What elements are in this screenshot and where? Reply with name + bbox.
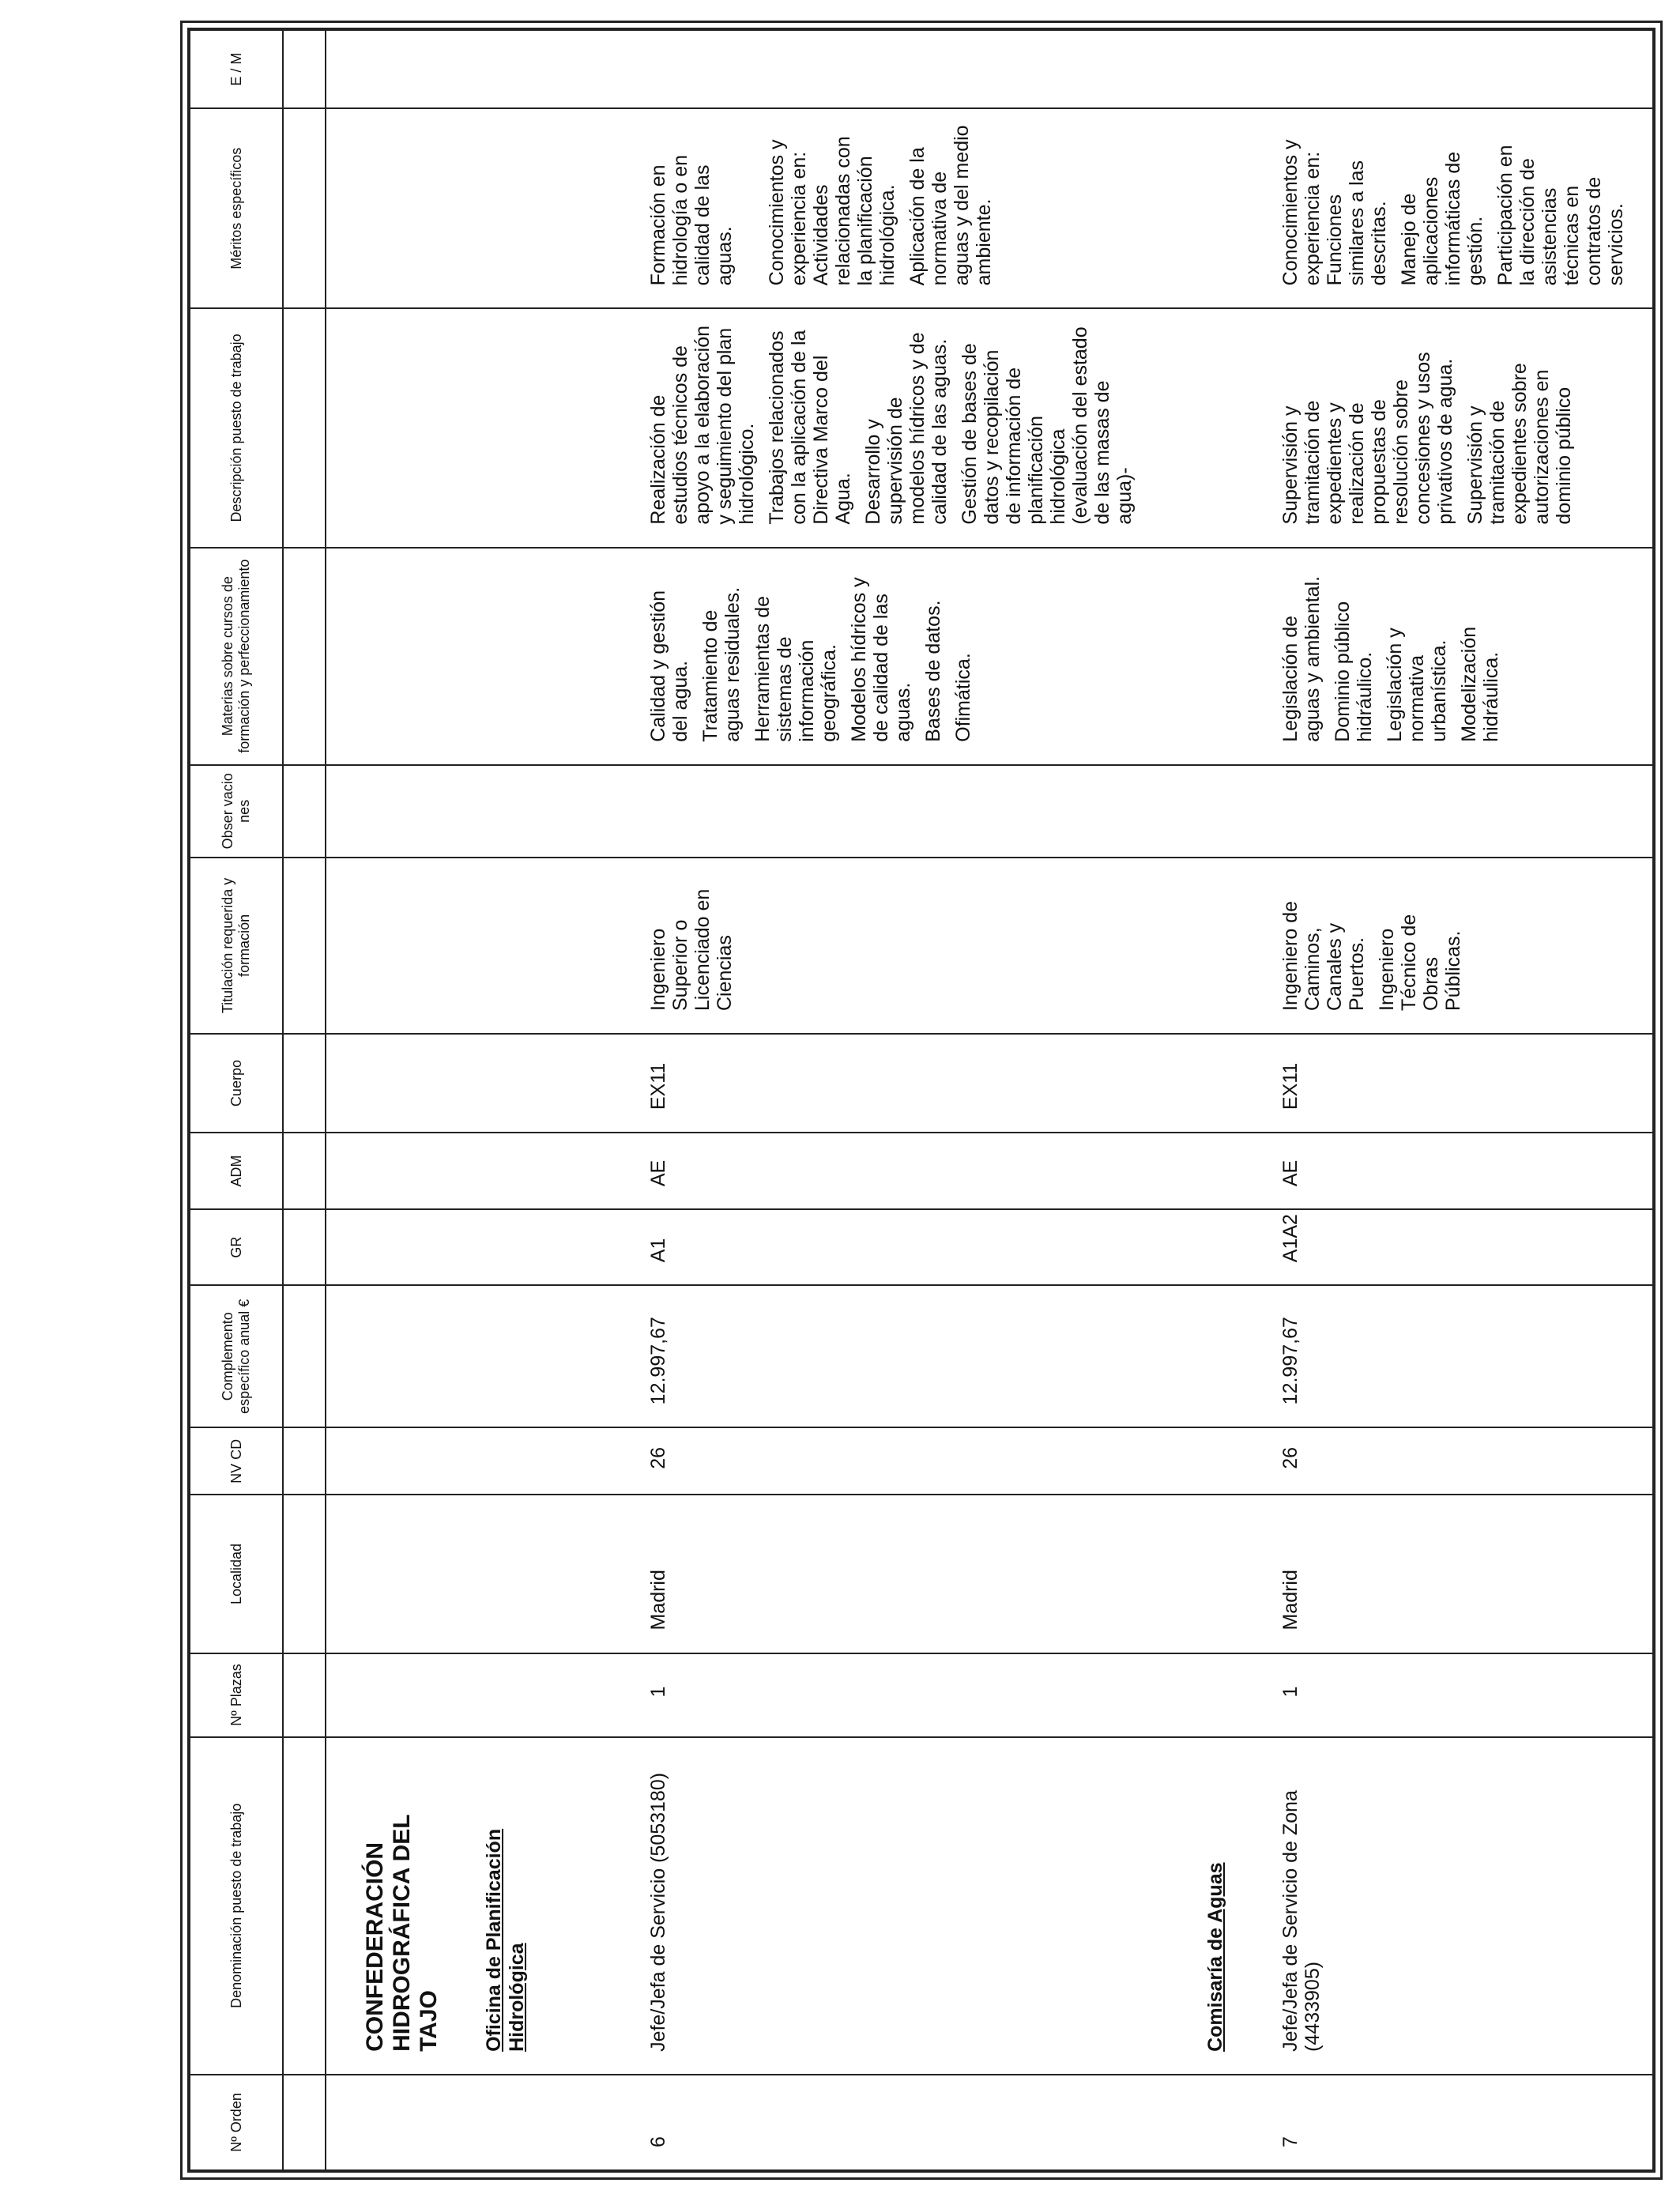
- descripcion-6: Realización de estudios técnicos de apoyo a la elaboración y seguimiento del plan hidrológico. Trabajos relacionados con la aplicación de la Directiva Marco del Agua. Desarrollo y supervisión de modelos hídricos y de calidad de las aguas. Gestión de bases de datos y recopilación de información de planificación hidrológica (evaluación del estado de las masas de agua)-: [647, 325, 1136, 525]
- header-orden: Nº Orden: [190, 2075, 283, 2170]
- header-em: E / M: [190, 30, 283, 108]
- header-localidad: Localidad: [190, 1495, 283, 1653]
- orden-6: 6: [647, 2136, 669, 2147]
- titulacion-7: Ingeniero de Caminos, Canales y Puertos. Ingeniero Técnico de Obras Públicas.: [1279, 900, 1464, 1011]
- complemento-6: 12.997,67: [647, 1317, 669, 1405]
- header-denominacion: Denominación puesto de trabajo: [190, 1737, 283, 2075]
- nivel-7: 26: [1279, 1446, 1301, 1469]
- titulacion-6: Ingeniero Superior o Licenciado en Ciencias: [647, 888, 736, 1011]
- unit-title-planificacion: Oficina de Planificación Hidrológica: [483, 1828, 528, 2052]
- materias-6: Calidad y gestión del agua. Tratamiento de aguas residuales. Herramientas de sistemas de información geográfica. Modelos hídricos y de calidad de las aguas. Bases de datos. Ofimática.: [647, 577, 974, 742]
- organization-title: CONFEDERACIÓN HIDROGRÁFICA DEL TAJO: [362, 1814, 442, 2052]
- localidad-7: Madrid: [1279, 1570, 1301, 1630]
- em-cell: [326, 30, 1653, 108]
- complemento-7: 12.997,67: [1279, 1317, 1301, 1405]
- header-meritos: Méritos específicos: [190, 108, 283, 308]
- grupo-6: A1: [647, 1238, 669, 1263]
- table-row: [326, 30, 1653, 2170]
- header-descripcion: Descripción puesto de trabajo: [190, 308, 283, 547]
- cuerpo-6: EX11: [647, 1062, 669, 1110]
- adm-7: AE: [1279, 1159, 1301, 1187]
- materias-7: Legislación de aguas y ambiental. Dominio público hidráulico. Legislación y normativa urbanística. Modelización hidráulica.: [1279, 575, 1502, 742]
- header-adm: ADM: [190, 1133, 283, 1209]
- header-nivel: NV CD: [190, 1427, 283, 1495]
- orden-7: 7: [1279, 2136, 1301, 2147]
- nivel-6: 26: [647, 1446, 669, 1469]
- cuerpo-7: EX11: [1279, 1062, 1301, 1110]
- denominacion-7: Jefe/Jefa de Servicio de Zona (4433905): [1279, 1790, 1324, 2052]
- header-cuerpo: Cuerpo: [190, 1034, 283, 1133]
- header-complemento: Complemento específico anual €: [190, 1285, 283, 1427]
- adm-6: AE: [647, 1159, 669, 1187]
- observaciones-cell: [326, 765, 1653, 858]
- unit-title-comisaria: Comisaría de Aguas: [1204, 1862, 1226, 2052]
- header-grupo: GR: [190, 1209, 283, 1285]
- meritos-6: Formación en hidrología o en calidad de las aguas. Conocimientos y experiencia en: Actividades relacionadas con la planificación hidrológica. Aplicación de la normativa de aguas y del medio ambiente.: [647, 125, 995, 286]
- meritos-7: Conocimientos y experiencia en: Funciones similares a las descritas. Manejo de aplicaciones informáticas de gestión. Participación en la dirección de asistencias técnicas en contratos de servicios.: [1279, 139, 1627, 286]
- job-positions-table: [189, 29, 1654, 2171]
- header-materias: Materias sobre cursos de formación y perfeccionamiento: [190, 548, 283, 765]
- document-table-area: [187, 28, 1656, 2173]
- spacer-row: [283, 30, 326, 2170]
- header-row: [190, 30, 283, 2170]
- plazas-6: 1: [647, 1686, 669, 1698]
- grupo-7: A1A2: [1279, 1214, 1301, 1263]
- localidad-6: Madrid: [647, 1570, 669, 1630]
- denominacion-6: Jefe/Jefa de Servicio (5053180): [647, 1772, 669, 2052]
- header-plazas: Nº Plazas: [190, 1653, 283, 1737]
- document-frame: [180, 21, 1663, 2180]
- header-observaciones: Obser vacio nes: [190, 765, 283, 858]
- descripcion-7: Supervisión y tramitación de expedientes y realización de propuestas de resolución sobre concesiones y usos privativos de agua. Supervisión y tramitación de expedientes sobre autorizaciones en dominio público: [1279, 352, 1575, 525]
- plazas-7: 1: [1279, 1686, 1301, 1698]
- header-titulacion: Titulación requerida y formación: [190, 858, 283, 1034]
